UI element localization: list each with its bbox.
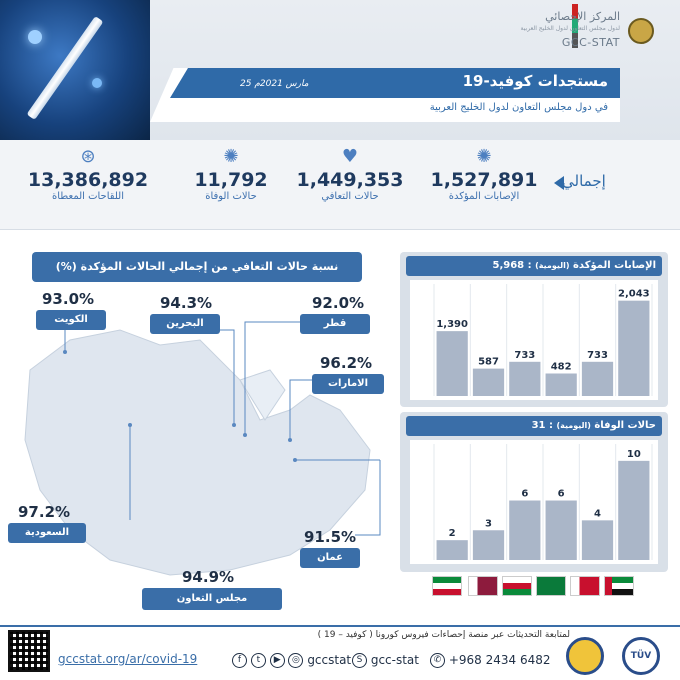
bar-value-label: 2,043: [618, 288, 650, 300]
instagram-icon: ◎: [288, 653, 303, 668]
stat-label: حالات الوفاة: [205, 191, 257, 202]
tag-saudi: السعودية: [8, 523, 86, 543]
bar: [473, 530, 504, 560]
bar-value-label: 587: [478, 356, 499, 368]
stat-value: 13,386,892: [27, 169, 149, 191]
virus-icon: ✺: [476, 146, 492, 167]
tag-uae: الامارات: [312, 374, 384, 394]
tag-gcc: مجلس التعاون: [142, 588, 282, 610]
deaths-daily-title: حالات الوفاة: [594, 420, 656, 431]
stat-label: حالات التعافي: [321, 191, 379, 202]
skype-icon: S: [352, 653, 367, 668]
deaths-bar-chart: [410, 440, 658, 564]
qatar-flag-icon: [468, 576, 498, 596]
stat-value: 1,449,353: [296, 169, 404, 191]
bar: [509, 362, 540, 396]
tuv-badge-icon: TÜV: [622, 637, 660, 675]
bar: [582, 520, 613, 560]
deaths-daily-panel: [400, 412, 668, 572]
bar-value-label: 2: [448, 528, 456, 540]
pct-saudi: 97.2%: [18, 503, 71, 521]
bar-value-label: 6: [521, 488, 529, 500]
deaths-daily-header: حالات الوفاة (اليومية) : 31: [406, 416, 662, 436]
saudi-flag-icon: [536, 576, 566, 596]
stat-confirmed: [414, 145, 554, 202]
confirmed-daily-total: 5,968: [492, 260, 525, 271]
bar: [509, 501, 540, 560]
bar-value-label: 1,390: [436, 319, 468, 331]
bar: [618, 301, 649, 396]
bar: [618, 461, 649, 560]
bar: [473, 369, 504, 396]
stat-value: 11,792: [194, 169, 268, 191]
tag-qatar: قطر: [300, 314, 370, 334]
pct-oman: 91.5%: [304, 528, 357, 546]
confirmed-daily-header: الإصابات المؤكدة (اليومية) : 5,968: [406, 256, 662, 276]
facebook-icon: f: [232, 653, 247, 668]
tag-oman: عمان: [300, 548, 360, 568]
confirmed-daily-panel: [400, 252, 668, 407]
map-title: نسبة حالات التعافي من إجمالي الحالات المؤكدة (%): [55, 260, 339, 273]
stat-label: الإصابات المؤكدة: [448, 191, 520, 202]
bar-value-label: 10: [626, 448, 641, 460]
qr-code[interactable]: [8, 630, 50, 672]
pct-gcc: 94.9%: [182, 568, 235, 586]
social-handle[interactable]: [232, 653, 351, 668]
confirmed-daily-note: (اليومية): [535, 261, 570, 270]
pct-kuwait: 93.0%: [42, 290, 95, 308]
pct-qatar: 92.0%: [312, 294, 365, 312]
pct-uae: 96.2%: [320, 354, 373, 372]
bar-value-label: 4: [594, 508, 601, 520]
gcc-emblem-icon: [628, 18, 654, 44]
bar-value-label: 6: [557, 488, 565, 500]
bar: [546, 501, 577, 560]
whatsapp-icon: ✆: [430, 653, 445, 668]
page-title: مستجدات كوفيد-19: [462, 72, 608, 90]
deaths-daily-total: 31: [531, 420, 546, 431]
confirmed-bar-chart: [410, 280, 658, 400]
uae-flag-icon: [604, 576, 634, 596]
page-subtitle: في دول مجلس التعاون لدول الخليج العربية: [429, 102, 608, 113]
totals-label: إجمالي: [562, 172, 606, 190]
bar-value-label: 482: [550, 361, 572, 373]
skype-handle-text: gcc-stat: [370, 653, 419, 667]
twitter-icon: t: [251, 653, 266, 668]
report-date: 25 مارس 2021م: [240, 79, 309, 89]
bar: [582, 362, 613, 396]
follow-text: لمتابعة التحديثات عبر منصة إحصاءات فيروس كورونا ( كوفيد – 19 ): [317, 630, 570, 640]
confirmed-daily-title: الإصابات المؤكدة: [573, 260, 656, 271]
bar-value-label: 733: [587, 349, 608, 361]
deaths-daily-note: (اليومية): [556, 421, 591, 430]
virus-icon: ✺: [223, 146, 239, 167]
social-handle-text: gccstat: [307, 653, 352, 667]
certification-badge-icon: [566, 637, 604, 675]
tag-bahrain: البحرين: [150, 314, 220, 334]
covid-link[interactable]: gccstat.org/ar/covid-19: [58, 652, 198, 666]
kuwait-flag-icon: [432, 576, 462, 596]
vaccine-icon: ⊛: [80, 146, 96, 167]
bar: [437, 331, 468, 396]
bahrain-flag-icon: [570, 576, 600, 596]
phone-number[interactable]: [430, 653, 551, 668]
arrow-left-icon: [554, 176, 564, 190]
bar-value-label: 3: [485, 518, 492, 530]
stat-value: 1,527,891: [430, 169, 538, 191]
org-name-ar: المركز الإحصائي: [545, 10, 620, 23]
bar-value-label: 733: [514, 349, 536, 361]
youtube-icon: ▶: [270, 653, 285, 668]
org-subtitle-ar: لدول مجلس التعاون لدول الخليج العربية: [520, 25, 620, 32]
stat-label: اللقاحات المعطاة: [52, 191, 124, 202]
bar: [546, 374, 577, 396]
pct-bahrain: 94.3%: [160, 294, 213, 312]
bar: [437, 540, 468, 560]
oman-flag-icon: [502, 576, 532, 596]
phone-text: +968 2434 6482: [448, 653, 551, 667]
tag-kuwait: الكويت: [36, 310, 106, 330]
org-name-en: GCC-STAT: [561, 36, 620, 49]
skype-handle[interactable]: [352, 653, 419, 668]
heartbeat-icon: ♥: [341, 146, 359, 167]
